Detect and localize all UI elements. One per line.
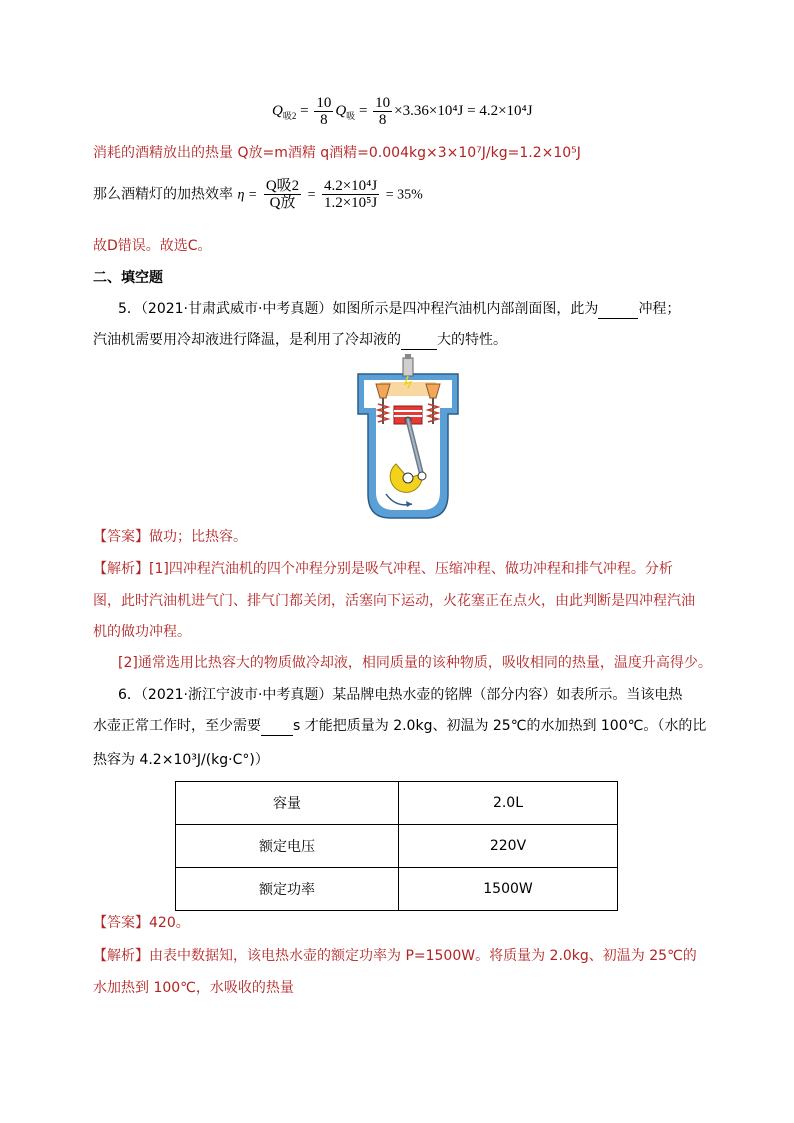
formula-q-symbol: Q [272,102,283,119]
q6-answer: 【答案】420。 [93,915,190,931]
efficiency-formula: 那么酒精灯的加热效率 η = $\frac{\text{Q吸2}}{\text{Q放}}$ = $\frac{\text{4.2×10⁴J}}{\text{1.2×10⁵J}}$ = 35% [93,178,423,211]
q6-line1: 6．（2021·浙江宁波市·中考真题）某品牌电热水壶的铭牌（部分内容）如表所示。当该电热 [118,687,683,703]
q5-blank-2[interactable] [401,335,437,350]
q5-line1: 5．（2021·甘肃武威市·中考真题）如图所示是四冲程汽油机内部剖面图，此为 冲程； [118,301,681,317]
table-row [176,782,618,825]
fraction-10-8: $\frac{10}{8}$ [316,95,332,128]
q5-line2: 汽油机需要用冷却液进行降温，是利用了冷却液的 大的特性。 [93,332,507,348]
q5-analysis-line2: 图，此时汽油机进气门、排气门都关闭，活塞向下运动，火花塞正在点火，由此判断是四冲程汽油 [93,593,695,609]
spec-label-power: 额定功率 [176,868,399,911]
engine-cross-section-diagram [356,354,460,520]
q6-line2: 水壶正常工作时，至少需要 s 才能把质量为 2.0kg、初温为 25℃的水加热到 100℃。（水的比 [93,718,707,734]
fraction-q-ratio: $\frac{\text{Q吸2}}{\text{Q放}}$ [265,178,300,211]
spec-label-capacity: 容量 [176,782,399,825]
efficiency-result: = 35% [385,187,423,203]
formula-result: ×3.36×10⁴J = 4.2×10⁴J [394,102,533,119]
q5-analysis-line3: 机的做功冲程。 [93,624,191,640]
spec-value-power: 1500W [399,868,618,911]
formula-heat-absorbed: $Q_{吸2}$ = $\frac{10}{8}$ $Q_吸$ = $\frac{10}{8}$ ×3.36×10⁴J = 4.2×10⁴J [272,95,533,128]
q6-blank[interactable] [261,721,293,736]
q5-analysis-line4: [2]通常选用比热容大的物质做冷却液，相同质量的该种物质，吸收相同的热量，温度升高得少。 [118,655,712,671]
q6-line3: 热容为 4.2×10³J/(kg·C°)） [93,752,269,768]
kettle-spec-table [175,781,618,911]
spec-value-capacity: 2.0L [399,782,618,825]
q5-analysis-line1: 【解析】[1]四冲程汽油机的四个冲程分别是吸气冲程、压缩冲程、做功冲程和排气冲程。分析 [93,561,673,577]
table-row [176,825,618,868]
q5-answer: 【答案】做功；比热容。 [93,529,247,545]
fraction-value-ratio: $\frac{\text{4.2×10⁴J}}{\text{1.2×10⁵J}}$ [323,178,378,211]
section-title: 二、填空题 [93,270,163,286]
q6-analysis-line1: 【解析】由表中数据知，该电热水壶的额定功率为 P=1500W。将质量为 2.0kg、初温为 25℃的 [93,948,697,964]
q6-analysis-line2: 水加热到 100℃，水吸收的热量 [93,980,294,996]
spec-value-voltage: 220V [399,825,618,868]
alcohol-heat-line: 消耗的酒精放出的热量 Q放=m酒精 q酒精=0.004kg×3×10⁷J/kg=1.2×10⁵J [93,145,581,161]
conclusion-line: 故D错误。故选C。 [93,238,212,254]
q5-blank-1[interactable] [598,304,638,319]
formula-q-subscript: 吸2 [282,110,297,121]
table-row [176,868,618,911]
fraction-10-8-second: $\frac{10}{8}$ [375,95,391,128]
spec-label-voltage: 额定电压 [176,825,399,868]
